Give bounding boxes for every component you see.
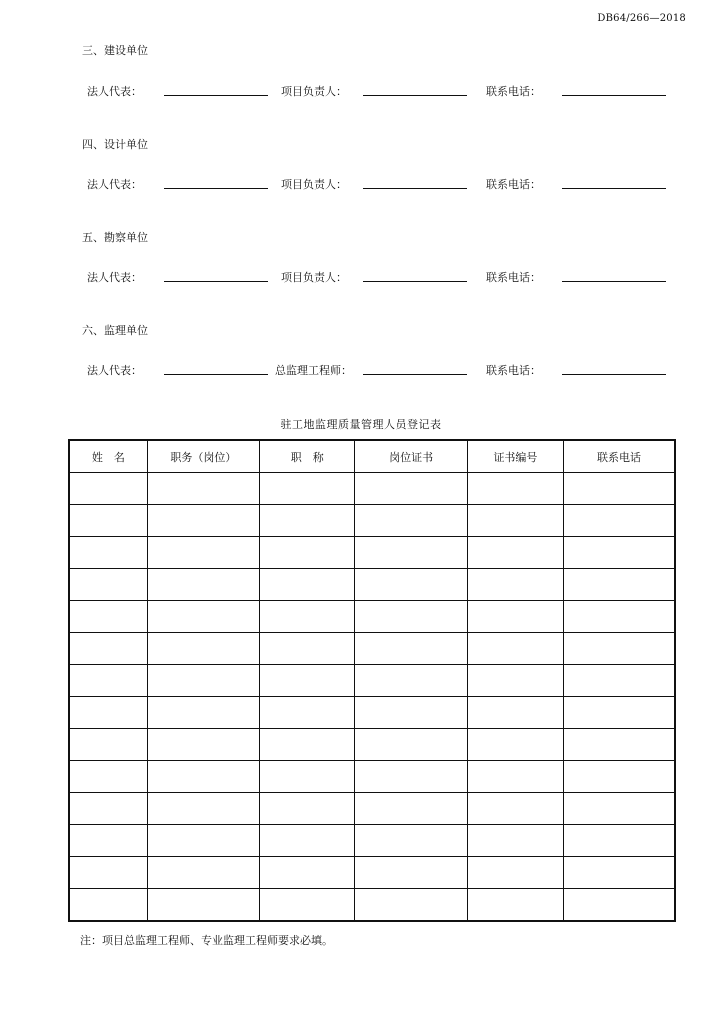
- table-cell[interactable]: [69, 761, 147, 793]
- table-cell[interactable]: [467, 665, 563, 697]
- project-lead-label: 项目负责人：: [281, 271, 347, 284]
- phone-label: 联系电话：: [486, 85, 541, 98]
- table-cell[interactable]: [467, 505, 563, 537]
- table-row: [69, 601, 675, 633]
- table-row: [69, 729, 675, 761]
- table-cell[interactable]: [69, 857, 147, 889]
- table-cell[interactable]: [260, 761, 355, 793]
- table-row: [69, 697, 675, 729]
- table-cell[interactable]: [69, 633, 147, 665]
- column-header-phone: 联系电话: [564, 440, 675, 473]
- section-title-design: 四、设计单位: [82, 138, 148, 151]
- legal-rep-field[interactable]: [164, 281, 268, 282]
- chief-engineer-field[interactable]: [363, 374, 467, 375]
- table-cell[interactable]: [355, 889, 467, 922]
- table-cell[interactable]: [355, 633, 467, 665]
- table-cell[interactable]: [564, 825, 675, 857]
- column-header-name: 姓 名: [69, 440, 147, 473]
- document-code: DB64/266—2018: [597, 13, 686, 24]
- legal-rep-field[interactable]: [164, 374, 268, 375]
- table-cell[interactable]: [69, 473, 147, 505]
- column-header-cert-number: 证书编号: [467, 440, 563, 473]
- footnote: 注：项目总监理工程师、专业监理工程师要求必填。: [80, 934, 333, 947]
- table-cell[interactable]: [355, 505, 467, 537]
- table-cell[interactable]: [355, 729, 467, 761]
- table-row: [69, 793, 675, 825]
- table-cell[interactable]: [260, 825, 355, 857]
- table-cell[interactable]: [147, 665, 259, 697]
- table-cell[interactable]: [467, 793, 563, 825]
- project-lead-field[interactable]: [363, 188, 467, 189]
- table-cell[interactable]: [355, 825, 467, 857]
- project-lead-field[interactable]: [363, 95, 467, 96]
- table-cell[interactable]: [355, 761, 467, 793]
- table-cell[interactable]: [69, 601, 147, 633]
- table-cell[interactable]: [355, 537, 467, 569]
- table-row: [69, 537, 675, 569]
- table-cell[interactable]: [69, 505, 147, 537]
- column-header-certificate: 岗位证书: [355, 440, 467, 473]
- table-cell[interactable]: [467, 537, 563, 569]
- phone-label: 联系电话：: [486, 364, 541, 377]
- table-row: [69, 473, 675, 505]
- chief-engineer-label: 总监理工程师：: [275, 364, 352, 377]
- table-cell[interactable]: [260, 665, 355, 697]
- table-row: [69, 505, 675, 537]
- table-cell[interactable]: [147, 761, 259, 793]
- phone-label: 联系电话：: [486, 271, 541, 284]
- table-cell[interactable]: [260, 601, 355, 633]
- section-title-construction: 三、建设单位: [82, 44, 148, 57]
- table-cell[interactable]: [147, 633, 259, 665]
- table-row: [69, 761, 675, 793]
- table-cell[interactable]: [147, 505, 259, 537]
- phone-field[interactable]: [562, 188, 666, 189]
- table-cell[interactable]: [564, 793, 675, 825]
- table-row: [69, 825, 675, 857]
- table-cell[interactable]: [260, 793, 355, 825]
- table-body: [69, 473, 675, 922]
- table-cell[interactable]: [467, 857, 563, 889]
- table-row: [69, 665, 675, 697]
- table-cell[interactable]: [147, 729, 259, 761]
- table-header-row: [69, 440, 675, 473]
- project-lead-field[interactable]: [363, 281, 467, 282]
- table-row: [69, 633, 675, 665]
- table-cell[interactable]: [260, 537, 355, 569]
- table-cell[interactable]: [564, 633, 675, 665]
- table-cell[interactable]: [467, 889, 563, 922]
- table-cell[interactable]: [260, 505, 355, 537]
- legal-rep-field[interactable]: [164, 188, 268, 189]
- phone-field[interactable]: [562, 374, 666, 375]
- section-title-survey: 五、勘察单位: [82, 231, 148, 244]
- table-cell[interactable]: [355, 697, 467, 729]
- legal-rep-label: 法人代表：: [87, 271, 142, 284]
- table-cell[interactable]: [69, 729, 147, 761]
- table-cell[interactable]: [69, 825, 147, 857]
- table-cell[interactable]: [564, 569, 675, 601]
- table-cell[interactable]: [260, 889, 355, 922]
- table-cell[interactable]: [147, 857, 259, 889]
- table-cell[interactable]: [260, 729, 355, 761]
- table-title: 驻工地监理质量管理人员登记表: [280, 418, 442, 431]
- phone-label: 联系电话：: [486, 178, 541, 191]
- table-cell[interactable]: [260, 633, 355, 665]
- table-row: [69, 569, 675, 601]
- table-cell[interactable]: [147, 537, 259, 569]
- table-cell[interactable]: [260, 857, 355, 889]
- table-cell[interactable]: [467, 601, 563, 633]
- field-row-design: [0, 176, 722, 196]
- table-cell[interactable]: [69, 537, 147, 569]
- legal-rep-label: 法人代表：: [87, 85, 142, 98]
- table-cell[interactable]: [467, 633, 563, 665]
- column-header-position: 职务（岗位）: [147, 440, 259, 473]
- personnel-register-table: [68, 439, 676, 922]
- table-cell[interactable]: [467, 761, 563, 793]
- table-cell[interactable]: [69, 697, 147, 729]
- phone-field[interactable]: [562, 281, 666, 282]
- table-cell[interactable]: [355, 793, 467, 825]
- table-cell[interactable]: [564, 857, 675, 889]
- table-cell[interactable]: [564, 665, 675, 697]
- table-cell[interactable]: [147, 569, 259, 601]
- table-cell[interactable]: [564, 761, 675, 793]
- table-cell[interactable]: [467, 729, 563, 761]
- field-row-survey: [0, 269, 722, 289]
- table-cell[interactable]: [147, 473, 259, 505]
- table-cell[interactable]: [69, 665, 147, 697]
- table-cell[interactable]: [260, 473, 355, 505]
- project-lead-label: 项目负责人：: [281, 178, 347, 191]
- field-row-construction: [0, 83, 722, 103]
- field-row-supervision: [0, 362, 722, 382]
- table-cell[interactable]: [564, 537, 675, 569]
- table-cell[interactable]: [564, 729, 675, 761]
- table-cell[interactable]: [564, 697, 675, 729]
- table-cell[interactable]: [355, 601, 467, 633]
- table-cell[interactable]: [467, 825, 563, 857]
- table-cell[interactable]: [355, 569, 467, 601]
- table-cell[interactable]: [467, 473, 563, 505]
- column-header-title: 职 称: [260, 440, 355, 473]
- table-cell[interactable]: [355, 857, 467, 889]
- table-cell[interactable]: [147, 697, 259, 729]
- table-cell[interactable]: [147, 889, 259, 922]
- table-cell[interactable]: [69, 793, 147, 825]
- legal-rep-label: 法人代表：: [87, 178, 142, 191]
- project-lead-label: 项目负责人：: [281, 85, 347, 98]
- legal-rep-label: 法人代表：: [87, 364, 142, 377]
- table-cell[interactable]: [564, 889, 675, 922]
- table-cell[interactable]: [564, 505, 675, 537]
- table-cell[interactable]: [467, 697, 563, 729]
- table-row: [69, 889, 675, 922]
- table-cell[interactable]: [260, 569, 355, 601]
- section-title-supervision: 六、监理单位: [82, 324, 148, 337]
- table-row: [69, 857, 675, 889]
- table-cell[interactable]: [564, 473, 675, 505]
- table-cell[interactable]: [147, 601, 259, 633]
- table-cell[interactable]: [147, 825, 259, 857]
- phone-field[interactable]: [562, 95, 666, 96]
- table-cell[interactable]: [69, 889, 147, 922]
- table-cell[interactable]: [467, 569, 563, 601]
- table-cell[interactable]: [69, 569, 147, 601]
- table-cell[interactable]: [355, 665, 467, 697]
- table-cell[interactable]: [564, 601, 675, 633]
- table-cell[interactable]: [355, 473, 467, 505]
- legal-rep-field[interactable]: [164, 95, 268, 96]
- table-cell[interactable]: [147, 793, 259, 825]
- table-cell[interactable]: [260, 697, 355, 729]
